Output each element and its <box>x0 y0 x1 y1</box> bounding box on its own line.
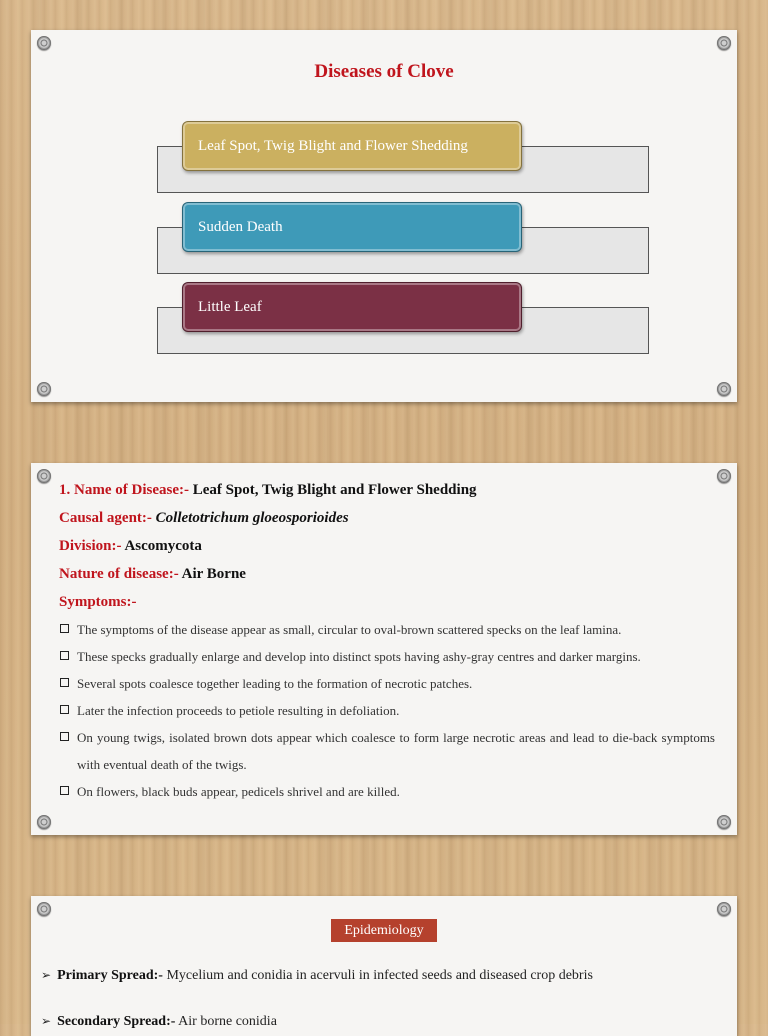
secondary-spread-label: Secondary Spread:- <box>57 1014 176 1029</box>
checkbox-square-icon <box>60 786 69 795</box>
screw-icon <box>717 902 731 916</box>
nature-value: Air Borne <box>181 566 246 582</box>
checkbox-square-icon <box>60 705 69 714</box>
screw-icon <box>37 382 51 396</box>
checkbox-square-icon <box>60 651 69 660</box>
slide-diseases-overview <box>31 30 737 402</box>
primary-spread-value: Mycelium and conidia in acervuli in infected seeds and diseased crop debris <box>166 968 593 983</box>
division-row <box>59 532 715 560</box>
causal-agent-row <box>59 504 715 532</box>
disease-item-little-leaf[interactable]: Little Leaf <box>182 282 522 332</box>
screw-icon <box>37 815 51 829</box>
checkbox-square-icon <box>60 732 69 741</box>
causal-agent-value: Colletotrichum gloeosporioides <box>155 510 349 526</box>
secondary-spread-row <box>41 1014 277 1030</box>
screw-icon <box>717 36 731 50</box>
symptoms-list <box>59 616 715 805</box>
division-label: Division:- <box>59 538 122 554</box>
slide-epidemiology <box>31 896 737 1036</box>
list-item: These specks gradually enlarge and develop into distinct spots having ashy-gray centres and darker margins. <box>59 643 715 670</box>
screw-icon <box>37 36 51 50</box>
primary-spread-label: Primary Spread:- <box>57 968 163 983</box>
nature-label: Nature of disease:- <box>59 566 179 582</box>
arrow-right-icon: ➢ <box>41 968 52 982</box>
slide-disease-details <box>31 463 737 835</box>
nature-row <box>59 560 715 588</box>
primary-spread-row <box>41 968 593 984</box>
disease-name-label: 1. Name of Disease:- <box>59 482 189 498</box>
list-item: On flowers, black buds appear, pedicels shrivel and are killed. <box>59 778 715 805</box>
screw-icon <box>717 815 731 829</box>
slide-title: Diseases of Clove <box>314 61 454 82</box>
list-item: The symptoms of the disease appear as small, circular to oval-brown scattered specks on the leaf lamina. <box>59 616 715 643</box>
disease-name-value: Leaf Spot, Twig Blight and Flower Shedding <box>192 482 477 498</box>
symptoms-heading: Symptoms:- <box>59 594 137 610</box>
disease-name-row <box>59 476 715 504</box>
disease-item-leaf-spot[interactable]: Leaf Spot, Twig Blight and Flower Shedding <box>182 121 522 171</box>
secondary-spread-value: Air borne conidia <box>178 1014 277 1029</box>
checkbox-square-icon <box>60 678 69 687</box>
screw-icon <box>37 902 51 916</box>
arrow-right-icon: ➢ <box>41 1014 52 1028</box>
disease-item-sudden-death[interactable]: Sudden Death <box>182 202 522 252</box>
screw-icon <box>717 469 731 483</box>
list-item: On young twigs, isolated brown dots appear which coalesce to form large necrotic areas and lead to die-back symptoms with eventual death of the twigs. <box>59 724 715 778</box>
screw-icon <box>717 382 731 396</box>
screw-icon <box>37 469 51 483</box>
epidemiology-badge: Epidemiology <box>331 919 437 942</box>
causal-agent-label: Causal agent:- <box>59 510 152 526</box>
details-body <box>59 476 715 805</box>
checkbox-square-icon <box>60 624 69 633</box>
list-item: Later the infection proceeds to petiole resulting in defoliation. <box>59 697 715 724</box>
list-item: Several spots coalesce together leading to the formation of necrotic patches. <box>59 670 715 697</box>
division-value: Ascomycota <box>124 538 202 554</box>
